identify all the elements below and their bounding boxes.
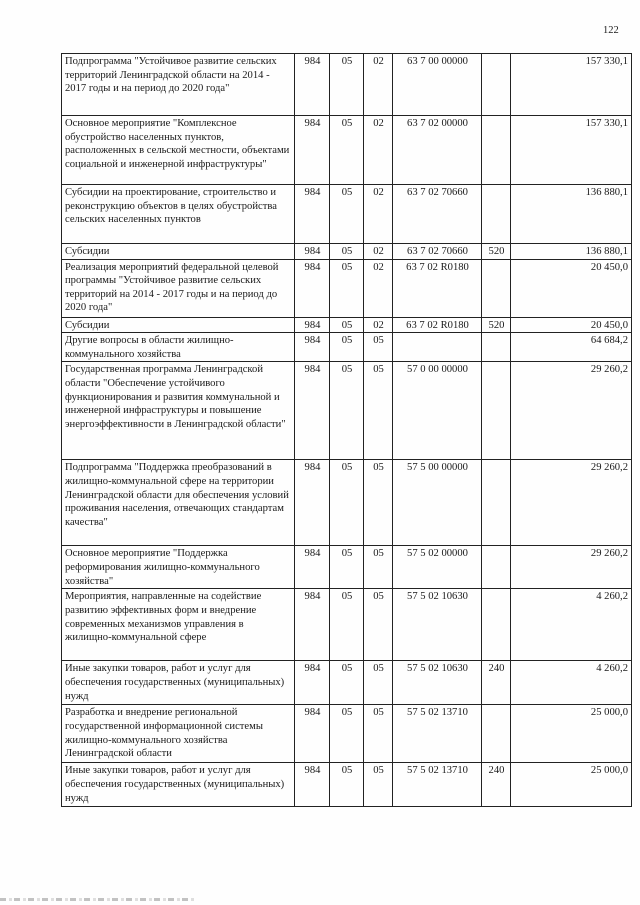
table-row: [62, 54, 632, 116]
table-row: [62, 116, 632, 185]
row-name: Подпрограмма "Поддержка преобразований в жилищно-коммунальной сфере на территории Ленинградской области для обеспечения условий проживания населения, отвечающих стандартам качества": [62, 460, 295, 546]
grbs-code: 984: [295, 460, 330, 546]
grbs-code: 984: [295, 763, 330, 807]
grbs-code: 984: [295, 661, 330, 705]
grbs-code: 984: [295, 317, 330, 333]
grbs-code: 984: [295, 116, 330, 185]
amount: 4 260,2: [511, 661, 632, 705]
section-code: 05: [330, 244, 364, 260]
table-row: [62, 705, 632, 763]
section-code: 05: [330, 54, 364, 116]
amount: 25 000,0: [511, 705, 632, 763]
subsection-code: 02: [364, 244, 393, 260]
amount: 136 880,1: [511, 244, 632, 260]
table-row: [62, 185, 632, 244]
subsection-code: 02: [364, 54, 393, 116]
section-code: 05: [330, 333, 364, 362]
table-row: [62, 333, 632, 362]
subsection-code: 05: [364, 705, 393, 763]
grbs-code: 984: [295, 705, 330, 763]
row-name: Мероприятия, направленные на содействие развитию эффективных форм и внедрение современных механизмов управления в жилищно-коммунальной сфере: [62, 589, 295, 661]
subsection-code: 05: [364, 333, 393, 362]
section-code: 05: [330, 661, 364, 705]
expense-type-code: [482, 460, 511, 546]
section-code: 05: [330, 185, 364, 244]
subsection-code: 05: [364, 460, 393, 546]
row-name: Субсидии: [62, 244, 295, 260]
budget-table: [61, 53, 632, 807]
grbs-code: 984: [295, 185, 330, 244]
target-article-code: 57 5 02 13710: [393, 705, 482, 763]
scan-artifact: [0, 898, 196, 901]
section-code: 05: [330, 763, 364, 807]
expense-type-code: 240: [482, 763, 511, 807]
table-row: [62, 244, 632, 260]
expense-type-code: [482, 546, 511, 589]
expense-type-code: [482, 333, 511, 362]
grbs-code: 984: [295, 54, 330, 116]
table-row: [62, 763, 632, 807]
amount: 136 880,1: [511, 185, 632, 244]
subsection-code: 05: [364, 589, 393, 661]
amount: 29 260,2: [511, 460, 632, 546]
row-name: Реализация мероприятий федеральной целевой программы "Устойчивое развитие сельских территорий на 2014 - 2017 годы и на период до 2020 года": [62, 259, 295, 317]
section-code: 05: [330, 362, 364, 460]
row-name: Другие вопросы в области жилищно-коммунального хозяйства: [62, 333, 295, 362]
subsection-code: 05: [364, 661, 393, 705]
subsection-code: 02: [364, 317, 393, 333]
table-row: [62, 661, 632, 705]
page-number: 122: [603, 25, 619, 36]
row-name: Государственная программа Ленинградской области "Обеспечение устойчивого функционирования и развития коммунальной и инженерной инфраструктуры и повышение энергоэффективности в Ленинградской области": [62, 362, 295, 460]
table-row: [62, 362, 632, 460]
table-row: [62, 259, 632, 317]
target-article-code: [393, 333, 482, 362]
target-article-code: 57 0 00 00000: [393, 362, 482, 460]
grbs-code: 984: [295, 333, 330, 362]
row-name: Субсидии на проектирование, строительство и реконструкцию объектов в целях обустройства сельских населенных пунктов: [62, 185, 295, 244]
target-article-code: 63 7 02 R0180: [393, 259, 482, 317]
target-article-code: 57 5 02 10630: [393, 661, 482, 705]
table-row: [62, 317, 632, 333]
section-code: 05: [330, 546, 364, 589]
table-row: [62, 589, 632, 661]
amount: 29 260,2: [511, 362, 632, 460]
expense-type-code: 520: [482, 244, 511, 260]
target-article-code: 63 7 02 70660: [393, 244, 482, 260]
subsection-code: 02: [364, 185, 393, 244]
target-article-code: 57 5 02 00000: [393, 546, 482, 589]
section-code: 05: [330, 589, 364, 661]
expense-type-code: [482, 589, 511, 661]
subsection-code: 05: [364, 763, 393, 807]
grbs-code: 984: [295, 589, 330, 661]
amount: 157 330,1: [511, 54, 632, 116]
amount: 157 330,1: [511, 116, 632, 185]
grbs-code: 984: [295, 259, 330, 317]
expense-type-code: 240: [482, 661, 511, 705]
subsection-code: 05: [364, 362, 393, 460]
expense-type-code: [482, 362, 511, 460]
row-name: Иные закупки товаров, работ и услуг для обеспечения государственных (муниципальных) нужд: [62, 661, 295, 705]
row-name: Основное мероприятие "Комплексное обустройство населенных пунктов, расположенных в сельской местности, объектами социальной и инженерной инфраструктуры": [62, 116, 295, 185]
section-code: 05: [330, 317, 364, 333]
target-article-code: 63 7 02 70660: [393, 185, 482, 244]
expense-type-code: [482, 116, 511, 185]
amount: 4 260,2: [511, 589, 632, 661]
row-name: Основное мероприятие "Поддержка реформирования жилищно-коммунального хозяйства": [62, 546, 295, 589]
subsection-code: 02: [364, 259, 393, 317]
subsection-code: 05: [364, 546, 393, 589]
amount: 25 000,0: [511, 763, 632, 807]
row-name: Разработка и внедрение региональной государственной информационной системы жилищно-коммунального хозяйства Ленинградской области: [62, 705, 295, 763]
expense-type-code: [482, 185, 511, 244]
subsection-code: 02: [364, 116, 393, 185]
target-article-code: 63 7 02 R0180: [393, 317, 482, 333]
target-article-code: 57 5 02 13710: [393, 763, 482, 807]
section-code: 05: [330, 460, 364, 546]
row-name: Субсидии: [62, 317, 295, 333]
grbs-code: 984: [295, 362, 330, 460]
amount: 20 450,0: [511, 317, 632, 333]
table-row: [62, 460, 632, 546]
grbs-code: 984: [295, 546, 330, 589]
amount: 29 260,2: [511, 546, 632, 589]
row-name: Подпрограмма "Устойчивое развитие сельских территорий Ленинградской области на 2014 - 2017 годы и на период до 2020 года": [62, 54, 295, 116]
table-row: [62, 546, 632, 589]
row-name: Иные закупки товаров, работ и услуг для обеспечения государственных (муниципальных) нужд: [62, 763, 295, 807]
section-code: 05: [330, 116, 364, 185]
grbs-code: 984: [295, 244, 330, 260]
expense-type-code: 520: [482, 317, 511, 333]
target-article-code: 57 5 02 10630: [393, 589, 482, 661]
amount: 20 450,0: [511, 259, 632, 317]
expense-type-code: [482, 705, 511, 763]
amount: 64 684,2: [511, 333, 632, 362]
expense-type-code: [482, 259, 511, 317]
expense-type-code: [482, 54, 511, 116]
target-article-code: 57 5 00 00000: [393, 460, 482, 546]
target-article-code: 63 7 00 00000: [393, 54, 482, 116]
section-code: 05: [330, 259, 364, 317]
target-article-code: 63 7 02 00000: [393, 116, 482, 185]
section-code: 05: [330, 705, 364, 763]
